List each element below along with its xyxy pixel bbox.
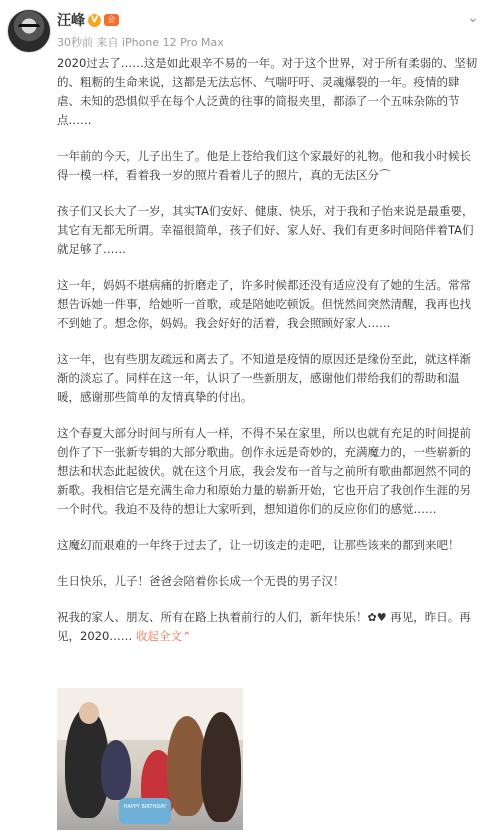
collapse-button[interactable] bbox=[136, 629, 192, 643]
chevron-down-icon[interactable]: ⌄ bbox=[467, 10, 479, 26]
paragraph-9-tail: 再见，昨日。再见，2020…… bbox=[57, 610, 471, 643]
author-name[interactable]: 汪峰 bbox=[57, 13, 85, 29]
photo-face-left bbox=[79, 702, 99, 724]
paragraph-1: 2020过去了……这是如此艰辛不易的一年。对于这个世界，对于所有柔弱的、坚韧的、粗粝的生命来说，这都是无法忘怀、气喘吁吁、灵魂爆裂的一年。疫情的肆虐、未知的恐惧似乎在每个人泛黄的往事的简报夹里，都添了一个五味杂陈的节点…… bbox=[57, 56, 478, 127]
avatar-glasses bbox=[18, 24, 40, 33]
post-header bbox=[0, 0, 494, 58]
paragraph-5: 这一年，也有些朋友疏远和离去了。不知道是疫情的原因还是缘份至此，就这样渐渐的淡忘了。同样在这一年，认识了一些新朋友，感谢他们带给我们的帮助和温暖，感谢那些简单的友情真挚的付出。 bbox=[57, 352, 471, 404]
post-meta: 30秒前 来自 iPhone 12 Pro Max bbox=[57, 36, 224, 49]
vip-icon: 会 bbox=[104, 14, 119, 26]
post-photo[interactable] bbox=[57, 688, 243, 830]
post-content bbox=[57, 54, 482, 663]
collapse-arrow-icon: ⌃ bbox=[181, 629, 192, 643]
paragraph-6: 这个春夏大部分时间与所有人一样，不得不呆在家里，所以也就有充足的时间提前创作了下一张新专辑的大部分歌曲。创作永远是奇妙的，充满魔力的，一些崭新的想法和状态此起彼伏。就在这个月底，我会发布一首与之前所有歌曲都迥然不同的新歌。我相信它是充满生命力和原始力量的崭新开始，它也开启了我创作生涯的另一个时代。我迫不及待的想让大家听到，想知道你们的反应你们的感觉…… bbox=[57, 426, 471, 516]
photo-cake-text: HAPPY BIRTHDAY bbox=[123, 804, 167, 810]
author-row bbox=[57, 11, 119, 29]
paragraph-7: 这魔幻而艰难的一年终于过去了，让一切该走的走吧，让那些该来的都到来吧！ bbox=[57, 538, 460, 552]
paragraph-2: 一年前的今天，儿子出生了。他是上苍给我们这个家最好的礼物。他和我小时候长得一模一样，看着我一岁的照片看着儿子的照片，真的无法区分⌒ bbox=[57, 149, 471, 182]
paragraph-3: 孩子们又长大了一岁，其实TA们安好、健康、快乐，对于我和子怡来说是最重要，其它有无都无所谓。幸福很简单，孩子们好、家人好、我们有更多时间陪伴着TA们就足够了…… bbox=[57, 204, 474, 256]
paragraph-4: 这一年，妈妈不堪病痛的折磨走了，许多时候都还没有适应没有了她的生活。常常想告诉她一件事，给她听一首歌，或是陪她吃顿饭。但恍然间突然清醒，我再也找不到她了。想念你，妈妈。我会好好的活着，我会照顾好家人…… bbox=[57, 278, 471, 330]
collapse-label: 收起全文 bbox=[135, 629, 182, 643]
flower-heart-icon: ✿♥ bbox=[367, 611, 387, 624]
avatar[interactable] bbox=[7, 9, 51, 53]
verified-icon: V bbox=[88, 14, 101, 27]
photo-person-right bbox=[201, 712, 241, 822]
paragraph-9-text: 祝我的家人、朋友、所有在路上执着前行的人们，新年快乐！ bbox=[57, 610, 368, 624]
photo-child-boy bbox=[101, 740, 131, 800]
paragraph-8: 生日快乐，儿子！爸爸会陪着你长成一个无畏的男子汉！ bbox=[57, 574, 345, 588]
paragraph-9 bbox=[57, 608, 482, 646]
